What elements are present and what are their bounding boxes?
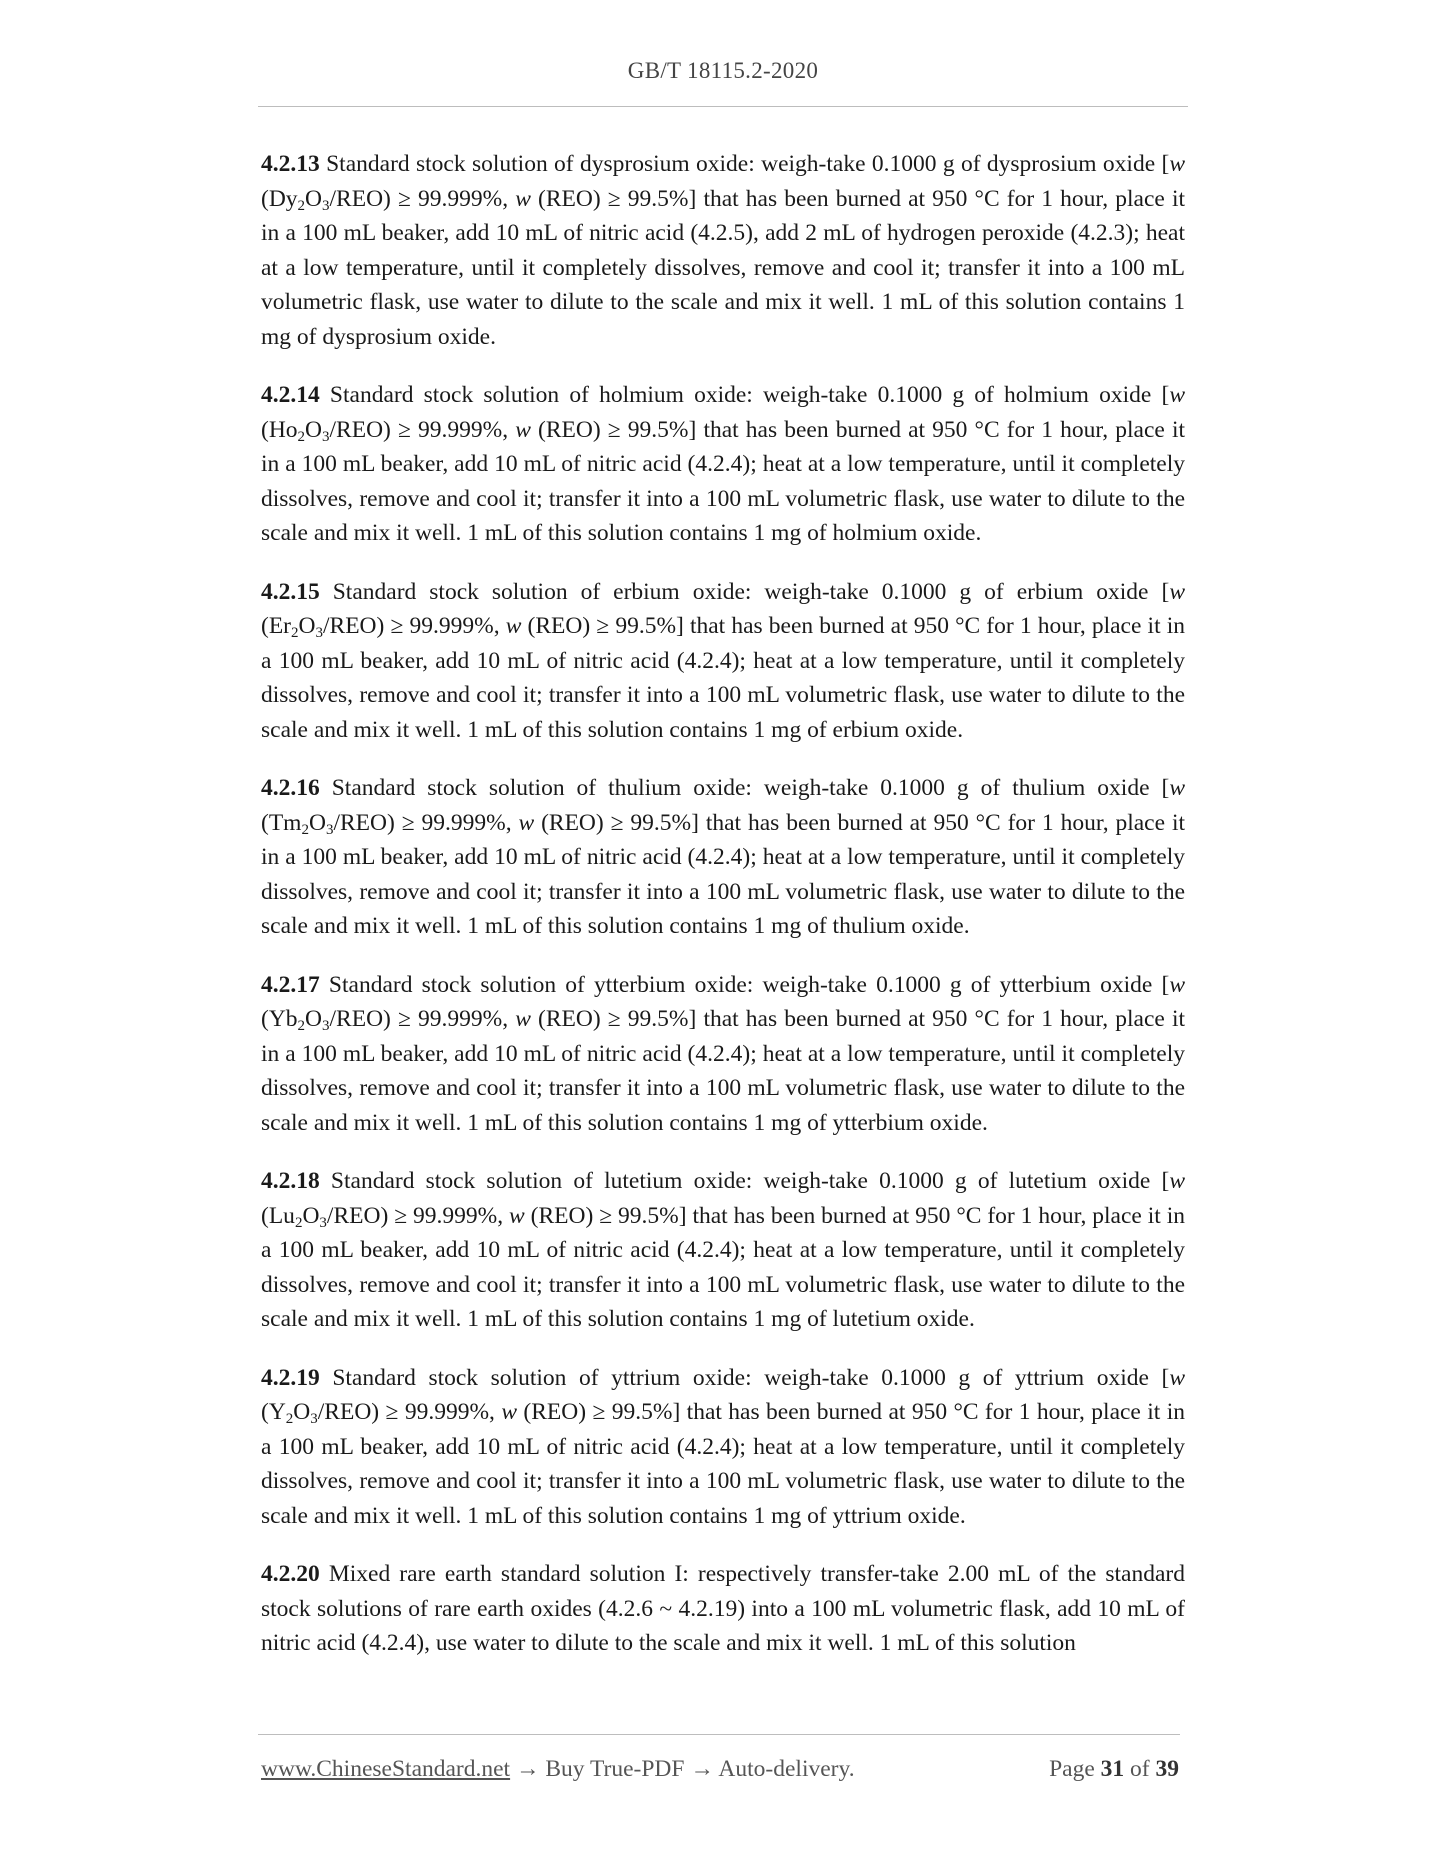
subscript: 3 — [322, 1018, 330, 1034]
clause-text: (REO) ≥ 99.5%] that has been burned at 950 °C for 1 hour, place it in a 100 mL beaker, add 10 mL of nitric acid (4.2.4); heat at a low temperature, until it completely dissolves, remove and cool it; transfer it into a 100 mL volumetric flask, use water to dilute to the scale and mix it well. 1 mL of this solution contains 1 mg of lutetium oxide. — [261, 1202, 1186, 1332]
clause-paragraph — [261, 147, 1185, 354]
clause-text: (Er — [261, 613, 292, 639]
clause-text: Standard stock solution of ytterbium oxide: weigh-take 0.1000 g of ytterbium oxide [ — [319, 971, 1170, 998]
clause-text: (Tm — [261, 809, 302, 836]
page-current: 31 — [1100, 1756, 1125, 1782]
clause-text: /REO) ≥ 99.999%, — [329, 185, 516, 212]
variable-w: w — [1169, 1168, 1185, 1194]
clause-text: (Y — [261, 1399, 286, 1425]
subscript: 2 — [294, 1214, 303, 1231]
clause-text: O — [305, 185, 323, 212]
clause-text: O — [305, 416, 323, 443]
variable-w: w — [515, 185, 531, 212]
clause-paragraph — [261, 378, 1185, 551]
variable-w: w — [501, 1399, 517, 1425]
chinese-standard-link[interactable]: www.ChineseStandard.net — [261, 1756, 511, 1782]
clause-text: (Yb — [261, 1006, 298, 1032]
clause-number: 4.2.19 — [261, 1364, 320, 1391]
subscript: 3 — [322, 197, 330, 214]
page-of: of — [1130, 1756, 1150, 1782]
clause-number: 4.2.13 — [261, 151, 320, 177]
subscript: 3 — [310, 1411, 318, 1427]
clause-text: (REO) ≥ 99.5%] that has been burned at 950 °C for 1 hour, place it in a 100 mL beaker, add 10 mL of nitric acid (4.2.4); heat at a low temperature, until it completely dissolves, remove and cool it; transfer it into a 100 mL volumetric flask, use water to dilute to the scale and mix it well. 1 mL of this solution contains 1 mg of thulium oxide. — [261, 809, 1186, 939]
variable-w: w — [1169, 775, 1185, 801]
clause-paragraph — [261, 771, 1185, 944]
clause-number: 4.2.20 — [261, 1561, 320, 1587]
running-header: GB/T 18115.2-2020 — [627, 58, 819, 83]
footer-promo — [261, 1756, 855, 1783]
clause-paragraph — [261, 1164, 1185, 1337]
clause-text: (REO) ≥ 99.5%] that has been burned at 950 °C for 1 hour, place it in a 100 mL beaker, add 10 mL of nitric acid (4.2.4); heat at a low temperature, until it completely dissolves, remove and cool it; transfer it into a 100 mL volumetric flask, use water to dilute to the scale and mix it well. 1 mL of this solution contains 1 mg of erbium oxide. — [261, 613, 1185, 743]
clause-text: /REO) ≥ 99.999%, — [323, 613, 506, 639]
clause-paragraph — [261, 1557, 1185, 1661]
subscript: 3 — [315, 625, 323, 641]
arrow-icon: → — [515, 1756, 540, 1782]
arrow-icon: → — [690, 1756, 714, 1782]
variable-w: w — [1169, 151, 1185, 177]
clause-text: Standard stock solution of lutetium oxide: weigh-take 0.1000 g of lutetium oxide [ — [319, 1168, 1170, 1194]
variable-w: w — [1169, 578, 1185, 605]
subscript: 2 — [285, 1411, 294, 1427]
subscript: 2 — [297, 428, 306, 445]
clause-text: /REO) ≥ 99.999%, — [329, 416, 516, 443]
variable-w: w — [515, 1006, 531, 1032]
buy-pdf-text: Buy True-PDF — [545, 1756, 685, 1782]
clause-text: /REO) ≥ 99.999%, — [326, 1202, 510, 1229]
clause-text: Standard stock solution of thulium oxide: weigh-take 0.1000 g of thulium oxide [ — [319, 775, 1170, 801]
clause-text: (Lu — [261, 1202, 295, 1229]
clause-text: O — [305, 1006, 323, 1032]
clause-number: 4.2.14 — [261, 382, 320, 408]
page-total: 39 — [1155, 1756, 1179, 1782]
clause-paragraph — [261, 575, 1185, 748]
subscript: 2 — [301, 821, 309, 838]
clause-text: (REO) ≥ 99.5%] that has been burned at 950 °C for 1 hour, place it in a 100 mL beaker, add 10 mL of nitric acid (4.2.5), add 2 mL of hydrogen peroxide (4.2.3); heat at a low temperature, until it completely dissolves, remove and cool it; transfer it into a 100 mL volumetric flask, use water to dilute to the scale and mix it well. 1 mL of this solution contains 1 mg of dysprosium oxide. — [261, 185, 1186, 350]
subscript: 2 — [297, 1018, 306, 1034]
page-number — [1049, 1756, 1179, 1783]
clause-text: (REO) ≥ 99.5%] that has been burned at 950 °C for 1 hour, place it in a 100 mL beaker, add 10 mL of nitric acid (4.2.4); heat at a low temperature, until it completely dissolves, remove and cool it; transfer it into a 100 mL volumetric flask, use water to dilute to the scale and mix it well. 1 mL of this solution contains 1 mg of yttrium oxide. — [261, 1399, 1186, 1529]
variable-w: w — [505, 613, 522, 639]
variable-w: w — [509, 1202, 525, 1229]
clause-text: O — [302, 1202, 320, 1229]
subscript: 2 — [291, 625, 299, 641]
clause-text: O — [298, 613, 316, 639]
subscript: 3 — [319, 1214, 327, 1231]
subscript: 3 — [325, 821, 334, 838]
clause-text: /REO) ≥ 99.999%, — [333, 809, 519, 836]
clause-number: 4.2.17 — [261, 971, 320, 998]
clause-text: Standard stock solution of erbium oxide: weigh-take 0.1000 g of erbium oxide [ — [319, 578, 1170, 605]
clause-paragraph — [261, 1361, 1185, 1534]
clause-text: Standard stock solution of yttrium oxide: weigh-take 0.1000 g of yttrium oxide [ — [319, 1364, 1170, 1391]
subscript: 3 — [322, 428, 330, 445]
clause-text: (REO) ≥ 99.5%] that has been burned at 950 °C for 1 hour, place it in a 100 mL beaker, add 10 mL of nitric acid (4.2.4); heat at a low temperature, until it completely dissolves, remove and cool it; transfer it into a 100 mL volumetric flask, use water to dilute to the scale and mix it well. 1 mL of this solution contains 1 mg of holmium oxide. — [261, 416, 1186, 546]
clause-text: Standard stock solution of dysprosium oxide: weigh-take 0.1000 g of dysprosium oxide [ — [319, 151, 1170, 177]
page-label: Page — [1049, 1756, 1095, 1782]
header-divider — [258, 106, 1188, 107]
clause-number: 4.2.18 — [261, 1168, 320, 1194]
auto-delivery-text: Auto-delivery. — [718, 1756, 855, 1782]
clause-number: 4.2.16 — [261, 775, 320, 801]
clause-text: Standard stock solution of holmium oxide: weigh-take 0.1000 g of holmium oxide [ — [319, 382, 1170, 408]
variable-w: w — [1169, 382, 1185, 408]
clause-text: O — [308, 809, 326, 836]
clause-text: /REO) ≥ 99.999%, — [329, 1006, 516, 1032]
variable-w: w — [1169, 971, 1185, 998]
clause-text: (Ho — [261, 416, 298, 443]
clause-text: (REO) ≥ 99.5%] that has been burned at 950 °C for 1 hour, place it in a 100 mL beaker, add 10 mL of nitric acid (4.2.4); heat at a low temperature, until it completely dissolves, remove and cool it; transfer it into a 100 mL volumetric flask, use water to dilute to the scale and mix it well. 1 mL of this solution contains 1 mg of ytterbium oxide. — [261, 1006, 1186, 1136]
variable-w: w — [515, 416, 531, 443]
footer-divider — [258, 1734, 1180, 1735]
subscript: 2 — [297, 197, 306, 214]
clause-text: (Dy — [261, 185, 298, 212]
clause-number: 4.2.15 — [261, 578, 320, 605]
clause-text: O — [293, 1399, 311, 1425]
clause-text: Mixed rare earth standard solution I: respectively transfer-take 2.00 mL of the standard stock solutions of rare earth oxides (4.2.6 ~ 4.2.19) into a 100 mL volumetric flask, add 10 mL of nitric acid (4.2.4), use water to dilute to the scale and mix it well. 1 mL of this solution — [261, 1561, 1185, 1656]
variable-w: w — [1169, 1364, 1185, 1391]
clause-text: /REO) ≥ 99.999%, — [317, 1399, 502, 1425]
variable-w: w — [518, 809, 535, 836]
document-body — [261, 147, 1185, 1661]
clause-paragraph — [261, 968, 1185, 1141]
